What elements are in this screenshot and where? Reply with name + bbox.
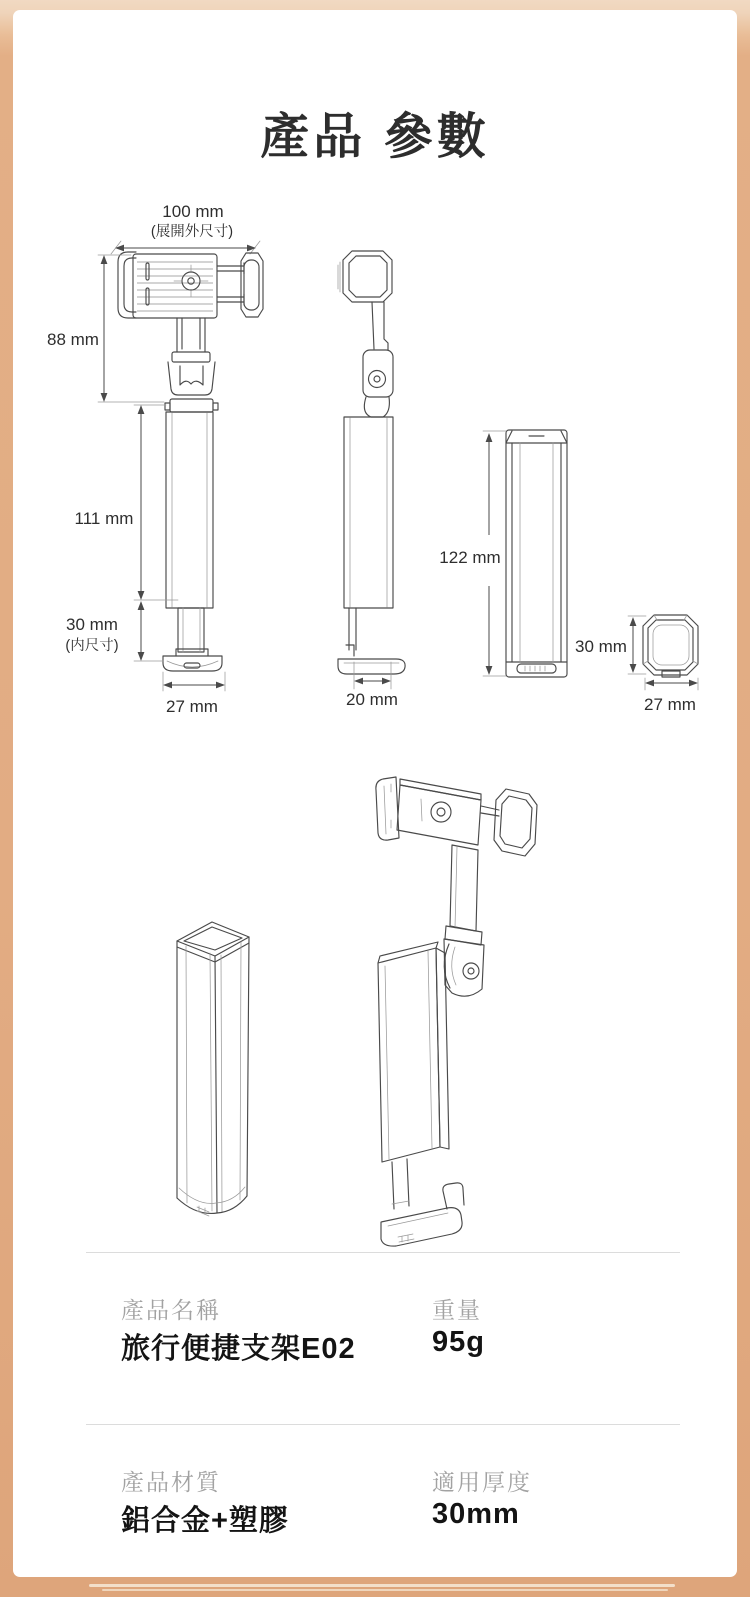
spec-value-product-name: 旅行便捷支架E02 (121, 1333, 356, 1365)
dim-30mm-right: 30 mm (575, 637, 627, 656)
next-section-edge-inner (102, 1589, 668, 1591)
divider-middle (86, 1424, 680, 1425)
dim-100mm-note: (展開外尺寸) (150, 224, 234, 240)
isometric-open-stand (376, 777, 537, 1246)
dim-20mm: 20 mm (346, 690, 398, 709)
dim-111mm: 111 mm (74, 509, 134, 528)
front-view-drawing (98, 241, 263, 691)
spec-value-material: 鋁合金+塑膠 (121, 1505, 289, 1537)
spec-label-product-name: 產品名稱 (121, 1297, 221, 1323)
dim-30mm-inner: 30 mm (66, 615, 118, 634)
divider-top (86, 1252, 680, 1253)
dimension-labels (47, 202, 696, 716)
dim-100mm: 100 mm (162, 202, 224, 221)
spec-label-weight: 重量 (432, 1297, 482, 1323)
top-view-drawing (628, 615, 698, 690)
side-view-drawing (338, 251, 405, 689)
spec-value-thickness: 30mm (432, 1498, 520, 1530)
dim-88mm: 88 mm (47, 330, 99, 349)
page-title: 產品 參數 (260, 110, 490, 164)
spec-label-material: 產品材質 (121, 1469, 221, 1495)
spec-value-weight: 95g (432, 1326, 485, 1358)
dim-30mm-inner-note: (内尺寸) (65, 638, 119, 654)
dim-122mm: 122 mm (439, 548, 501, 567)
dim-27mm-right: 27 mm (644, 695, 696, 714)
dim-27mm-left: 27 mm (166, 697, 218, 716)
isometric-folded-stand (177, 922, 249, 1216)
next-section-edge-outer (89, 1584, 675, 1587)
spec-label-thickness: 適用厚度 (432, 1469, 532, 1495)
